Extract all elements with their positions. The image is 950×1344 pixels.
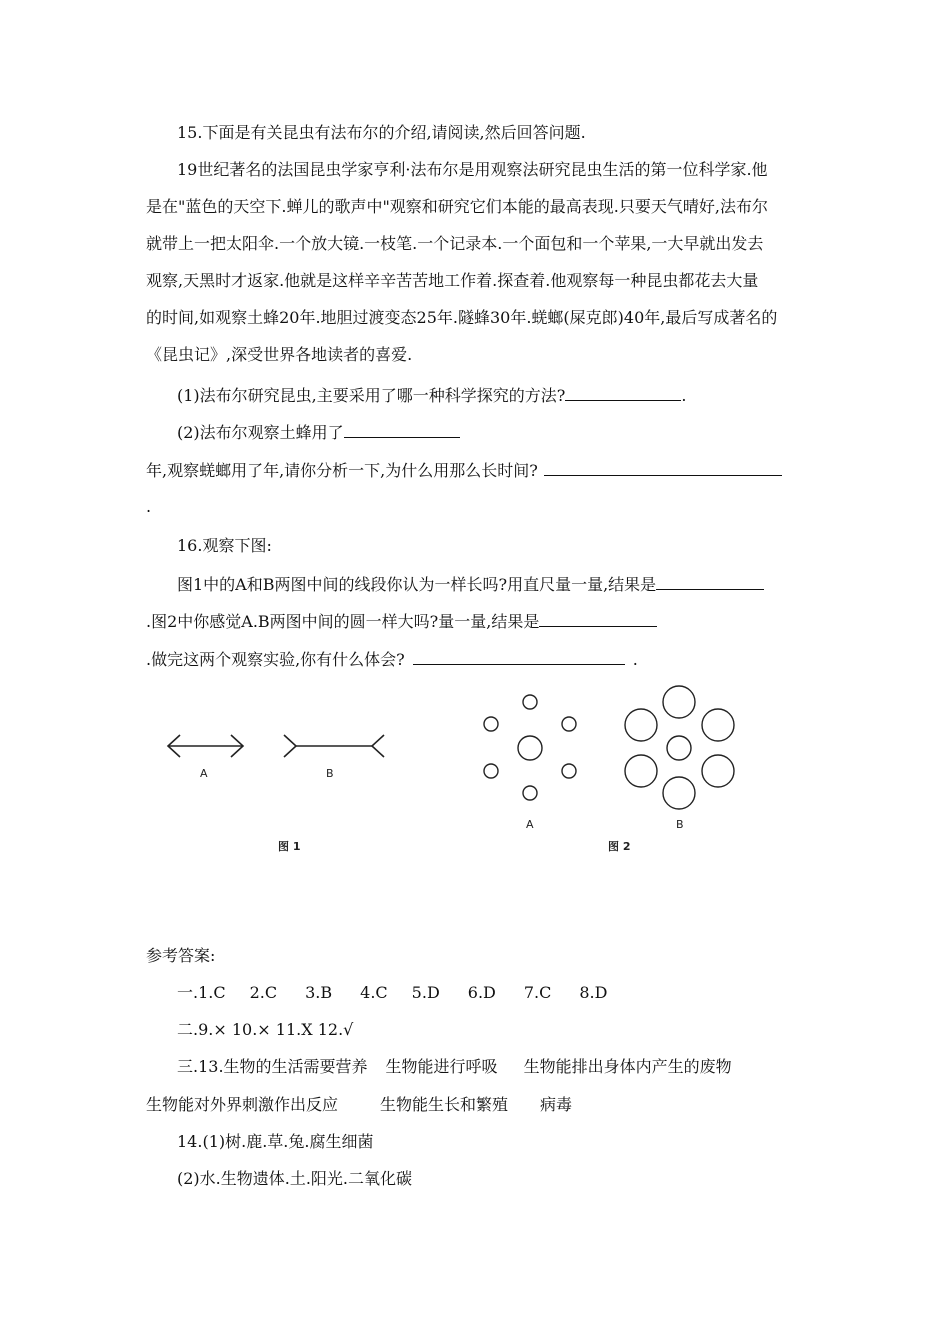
fig2-a-outer-circle	[484, 764, 498, 778]
q15-para-line-2: 是在"蓝色的天空下.蝉儿的歌声中"观察和研究它们本能的最高表现.只要天气晴好,法布尔	[146, 197, 768, 216]
answer-13-a: 三.13.生物的生活需要营养	[177, 1057, 368, 1076]
answer-13-d: 生物能对外界刺激作出反应	[146, 1095, 339, 1114]
q16-title: 16.观察下图:	[177, 536, 272, 555]
q15-sub2-continued	[146, 458, 782, 482]
fig2-b-center-circle	[667, 736, 691, 760]
q15-sub2-period: .	[146, 497, 152, 516]
figure-2-illusion	[470, 680, 750, 820]
answer-2: 2.C	[249, 983, 278, 1002]
q15-sub1-answer-blank[interactable]	[565, 383, 681, 401]
fig2-b-outer-circle	[663, 686, 695, 718]
q16-line-1-text: 图1中的A和B两图中间的线段你认为一样长吗?用直尺量一量,结果是	[177, 575, 657, 594]
answer-13-f: 病毒	[540, 1095, 573, 1114]
answer-7: 7.C	[523, 983, 552, 1002]
fig2-b-outer-circle	[625, 755, 657, 787]
answers-part-1-label: 一.	[177, 983, 199, 1002]
fig2-b-outer-circle	[625, 709, 657, 741]
answer-6: 6.D	[467, 983, 496, 1002]
q16-line-2-text: .图2中你感觉A.B两图中间的圆一样大吗?量一量,结果是	[146, 612, 540, 631]
fig1-caption: 图 1	[278, 840, 301, 853]
q15-sub2-answer-blank[interactable]	[344, 420, 460, 438]
q15-para-line-3: 就带上一把太阳伞.一个放大镜.一枝笔.一个记录本.一个面包和一个苹果,一大早就出发去	[146, 234, 764, 253]
fig2-a-outer-circle	[562, 717, 576, 731]
q16-line-3-text: .做完这两个观察实验,你有什么体会?	[146, 650, 405, 669]
answer-4: 4.C	[360, 983, 388, 1002]
q15-sub1	[177, 383, 686, 407]
fig2-label-a: A	[526, 818, 534, 831]
answer-13-c: 生物能排出身体内产生的废物	[523, 1057, 732, 1076]
fig2-caption: 图 2	[608, 840, 631, 853]
fig1-b-right-fin	[372, 735, 384, 757]
q16-line-3-period: .	[632, 650, 638, 669]
answer-1: 1.C	[198, 983, 226, 1002]
q16-line-2	[146, 609, 657, 633]
q16-fig1-result-blank[interactable]	[656, 572, 764, 590]
answers-q14-2: (2)水.生物遗体.土.阳光.二氧化碳	[177, 1169, 413, 1188]
fig2-b-outer-circle	[702, 755, 734, 787]
fig2-a-outer-circle	[523, 786, 537, 800]
fig1-label-a: A	[200, 767, 208, 780]
fig2-a-outer-circle	[562, 764, 576, 778]
q15-sub2-text: (2)法布尔观察土蜂用了	[177, 423, 344, 442]
fig2-a-outer-circle	[484, 717, 498, 731]
q15-para-line-4: 观察,天黑时才返家.他就是这样辛辛苦苦地工作着.探查着.他观察每一种昆虫都花去大量	[146, 271, 759, 290]
fig2-a-center-circle	[518, 736, 542, 760]
q15-sub2	[177, 420, 460, 444]
q15-sub2-reason-blank[interactable]	[544, 458, 782, 476]
q16-reflection-blank[interactable]	[413, 647, 625, 665]
answer-5: 5.D	[411, 983, 440, 1002]
answer-8: 8.D	[579, 983, 608, 1002]
q16-fig2-result-blank[interactable]	[539, 609, 657, 627]
q15-sub1-text: (1)法布尔研究昆虫,主要采用了哪一种科学探究的方法?	[177, 386, 566, 405]
q15-sub1-period: .	[681, 386, 687, 405]
q15-para-line-5: 的时间,如观察土蜂20年.地胆过渡变态25年.隧蜂30年.蜣螂(屎克郎)40年,最后写成著名的	[146, 308, 778, 327]
fig1-label-b: B	[326, 767, 334, 780]
q15-para-line-1: 19世纪著名的法国昆虫学家亨利·法布尔是用观察法研究昆虫生活的第一位科学家.他	[177, 160, 768, 179]
answers-part-3-line-2	[146, 1094, 572, 1116]
fig2-b-outer-circle	[702, 709, 734, 741]
answer-3: 3.B	[305, 983, 333, 1002]
q15-title: 15.下面是有关昆虫有法布尔的介绍,请阅读,然后回答问题.	[177, 123, 586, 142]
fig1-b-left-fin	[284, 735, 296, 757]
q16-line-3	[146, 647, 638, 671]
answers-part-1	[177, 982, 607, 1004]
answer-13-b: 生物能进行呼吸	[385, 1057, 498, 1076]
answers-part-3-line-1	[177, 1056, 732, 1078]
answers-heading: 参考答案:	[146, 946, 216, 965]
fig2-label-b: B	[676, 818, 684, 831]
q16-line-1	[177, 572, 764, 596]
fig2-b-outer-circle	[663, 777, 695, 809]
figure-1-illusion	[160, 725, 400, 765]
fig2-a-outer-circle	[523, 695, 537, 709]
answers-part-2: 二.9.× 10.× 11.X 12.√	[177, 1020, 354, 1039]
answer-13-e: 生物能生长和繁殖	[380, 1095, 509, 1114]
q15-sub2-cont-text: 年,观察蜣螂用了年,请你分析一下,为什么用那么长时间?	[146, 461, 538, 480]
q15-para-line-6: 《昆虫记》,深受世界各地读者的喜爱.	[146, 345, 413, 364]
answers-q14-1: 14.(1)树.鹿.草.兔.腐生细菌	[177, 1132, 374, 1151]
